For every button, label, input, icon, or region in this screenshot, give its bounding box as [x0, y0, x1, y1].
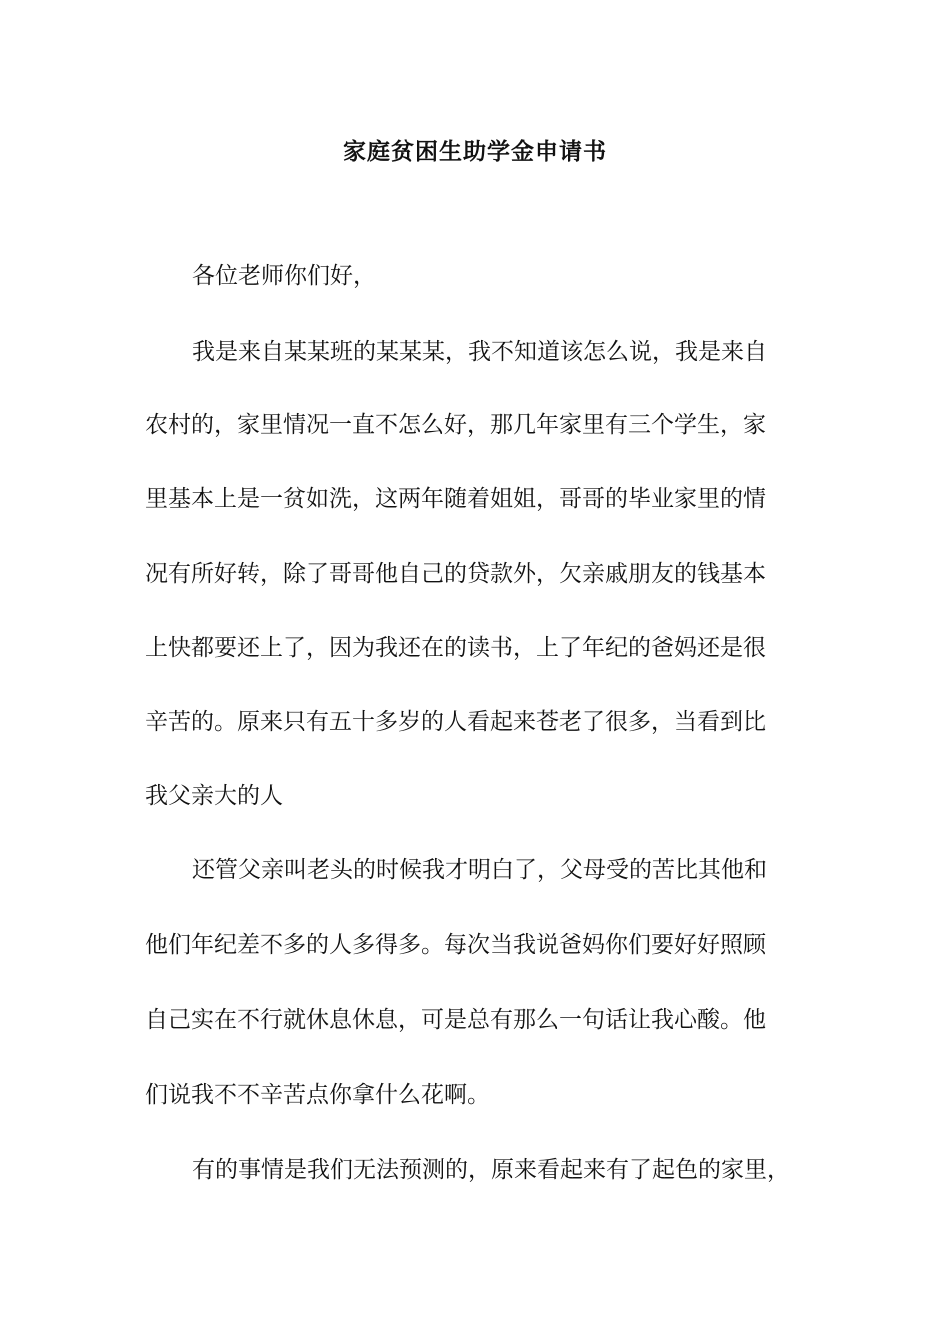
paragraph-line: 自己实在不行就休息休息，可是总有那么一句话让我心酸。他: [145, 1007, 766, 1033]
paragraph-line: 还管父亲叫老头的时候我才明白了，父母受的苦比其他和: [192, 857, 767, 883]
paragraph-line: 我是来自某某班的某某某，我不知道该怎么说，我是来自: [192, 339, 767, 365]
paragraph-line: 有的事情是我们无法预测的，原来看起来有了起色的家里，: [192, 1157, 790, 1183]
greeting-line: 各位老师你们好，: [192, 263, 376, 289]
paragraph-line: 况有所好转，除了哥哥他自己的贷款外，欠亲戚朋友的钱基本: [145, 561, 766, 587]
paragraph-line: 们说我不不辛苦点你拿什么花啊。: [145, 1082, 490, 1108]
paragraph-line: 我父亲大的人: [145, 783, 283, 809]
paragraph-line: 辛苦的。原来只有五十多岁的人看起来苍老了很多，当看到比: [145, 709, 766, 735]
document-title: 家庭贫困生助学金申请书: [343, 138, 607, 165]
paragraph-line: 农村的，家里情况一直不怎么好，那几年家里有三个学生，家: [145, 412, 766, 438]
paragraph-line: 上快都要还上了，因为我还在的读书，上了年纪的爸妈还是很: [145, 635, 766, 661]
paragraph-line: 他们年纪差不多的人多得多。每次当我说爸妈你们要好好照顾: [145, 932, 766, 958]
paragraph-line: 里基本上是一贫如洗，这两年随着姐姐，哥哥的毕业家里的情: [145, 486, 766, 512]
